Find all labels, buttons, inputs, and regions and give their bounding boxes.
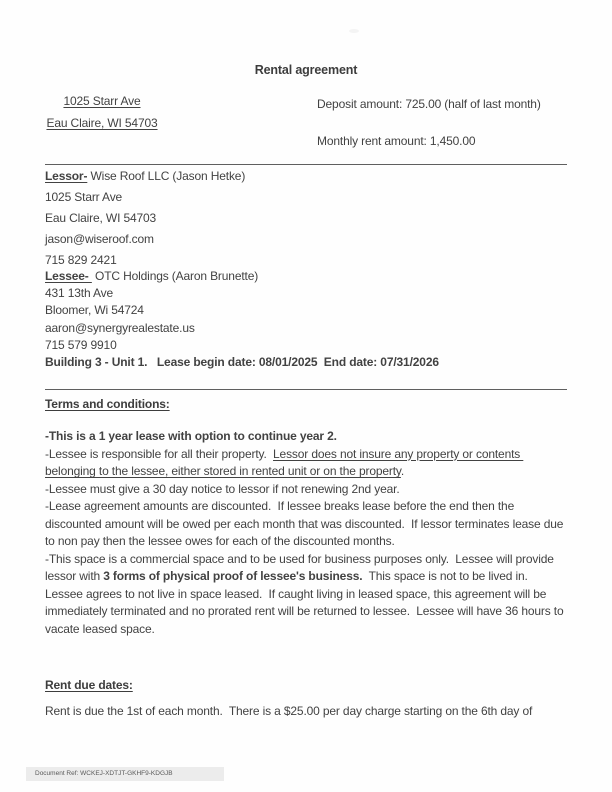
text-line [45,603,563,621]
text-segment: This space is not to be lived in. [362,569,528,583]
text-segment: belonging to the lessee, either stored in rented unit or on the property [45,464,401,478]
text-segment: Wise Roof LLC (Jason Hetke) [87,169,246,183]
text-segment: aaron@synergyrealestate.us [45,320,195,335]
text-line [45,187,245,208]
text-line [45,166,245,187]
text-segment: 431 13th Ave [45,286,114,301]
text-line [45,551,563,569]
text-segment: Building 3 - Unit 1. Lease begin date: 08/01/2025 End date: 07/31/2026 [45,355,439,370]
text-segment: -Lessee must give a 30 day notice to lessor if not renewing 2nd year. [45,481,400,496]
text-segment: OTC Holdings (Aaron Brunette) [91,269,259,283]
property-address [43,91,161,134]
rent-due-heading: Rent due dates: [45,678,133,692]
text-segment: -Lessee is responsible for all their property. [45,446,274,461]
text-segment: Bloomer, Wi 54724 [45,303,144,318]
text-segment: lessor with [45,569,104,583]
text-line [45,463,563,481]
text-segment: 715 829 2421 [45,253,117,267]
text-line [45,568,563,586]
text-line [45,533,563,551]
text-segment: Rent is due the 1st of each month. There is a $25.00 per day charge starting on the 6th day of [45,704,533,718]
text-line [45,516,563,534]
text-line [45,703,532,719]
document-ref: Document Ref: WCKEJ-XDTJT-GKHF9-KDGJB [35,770,173,777]
text-segment: 1025 Starr Ave [63,94,141,108]
lessee-block [45,268,439,371]
text-segment: immediately terminated and no prorated rent will be returned to lessee. Lessee will have 36 hours to [45,604,564,618]
text-segment: -Lease agreement amounts are discounted. If lessee breaks lease before the end then the [45,499,515,513]
deposit-amount-line: Deposit amount: 725.00 (half of last month) [317,97,541,111]
scan-smudge [349,29,359,33]
text-line [45,446,563,464]
text-line [45,285,439,302]
document-title: Rental agreement [254,63,358,77]
divider-terms [45,389,567,390]
text-segment: 715 579 9910 [45,337,117,352]
text-segment: to non pay then the lessee owes for each of the discounted months. [45,534,395,548]
text-segment: Eau Claire, WI 54703 [45,211,157,225]
text-line [43,91,161,113]
text-segment: 1025 Starr Ave [45,190,123,204]
lessor-block [45,166,245,271]
text-line [45,320,439,337]
terms-heading: Terms and conditions: [45,397,170,411]
text-line [45,337,439,354]
text-line [45,229,245,250]
text-segment: -This is a 1 year lease with option to continue year 2. [45,429,337,443]
monthly-rent-line: Monthly rent amount: 1,450.00 [317,134,476,148]
text-segment: Lessee agrees to not live in space leased. If caught living in leased space, this agreement will be [45,586,547,601]
text-line [45,621,563,639]
text-segment: Lessee- [45,269,92,283]
text-segment: 3 forms of physical proof of lessee's business. [103,569,363,583]
text-segment: Eau Claire, WI 54703 [46,115,158,130]
text-line [45,268,439,285]
text-line [45,481,563,499]
text-segment: Lessor- [45,169,88,183]
text-segment: Lessor does not insure any property or contents [273,446,524,461]
text-segment: jason@wiseroof.com [45,232,154,246]
rent-due-body [45,703,532,719]
text-segment: -This space is a commercial space and to be used for business purposes only. Lessee will provide [45,551,554,566]
text-segment: discounted amount will be owed per each month that was discounted. If lessor terminates lease due [45,516,564,531]
text-line [45,208,245,229]
text-segment: . [400,464,405,478]
terms-body [45,428,563,638]
text-line [45,428,563,446]
text-line [45,354,439,371]
text-segment: vacate leased space. [45,621,155,636]
text-line [43,113,161,135]
text-line [45,498,563,516]
text-line [45,302,439,319]
text-line [45,586,563,604]
divider-top [45,164,567,165]
